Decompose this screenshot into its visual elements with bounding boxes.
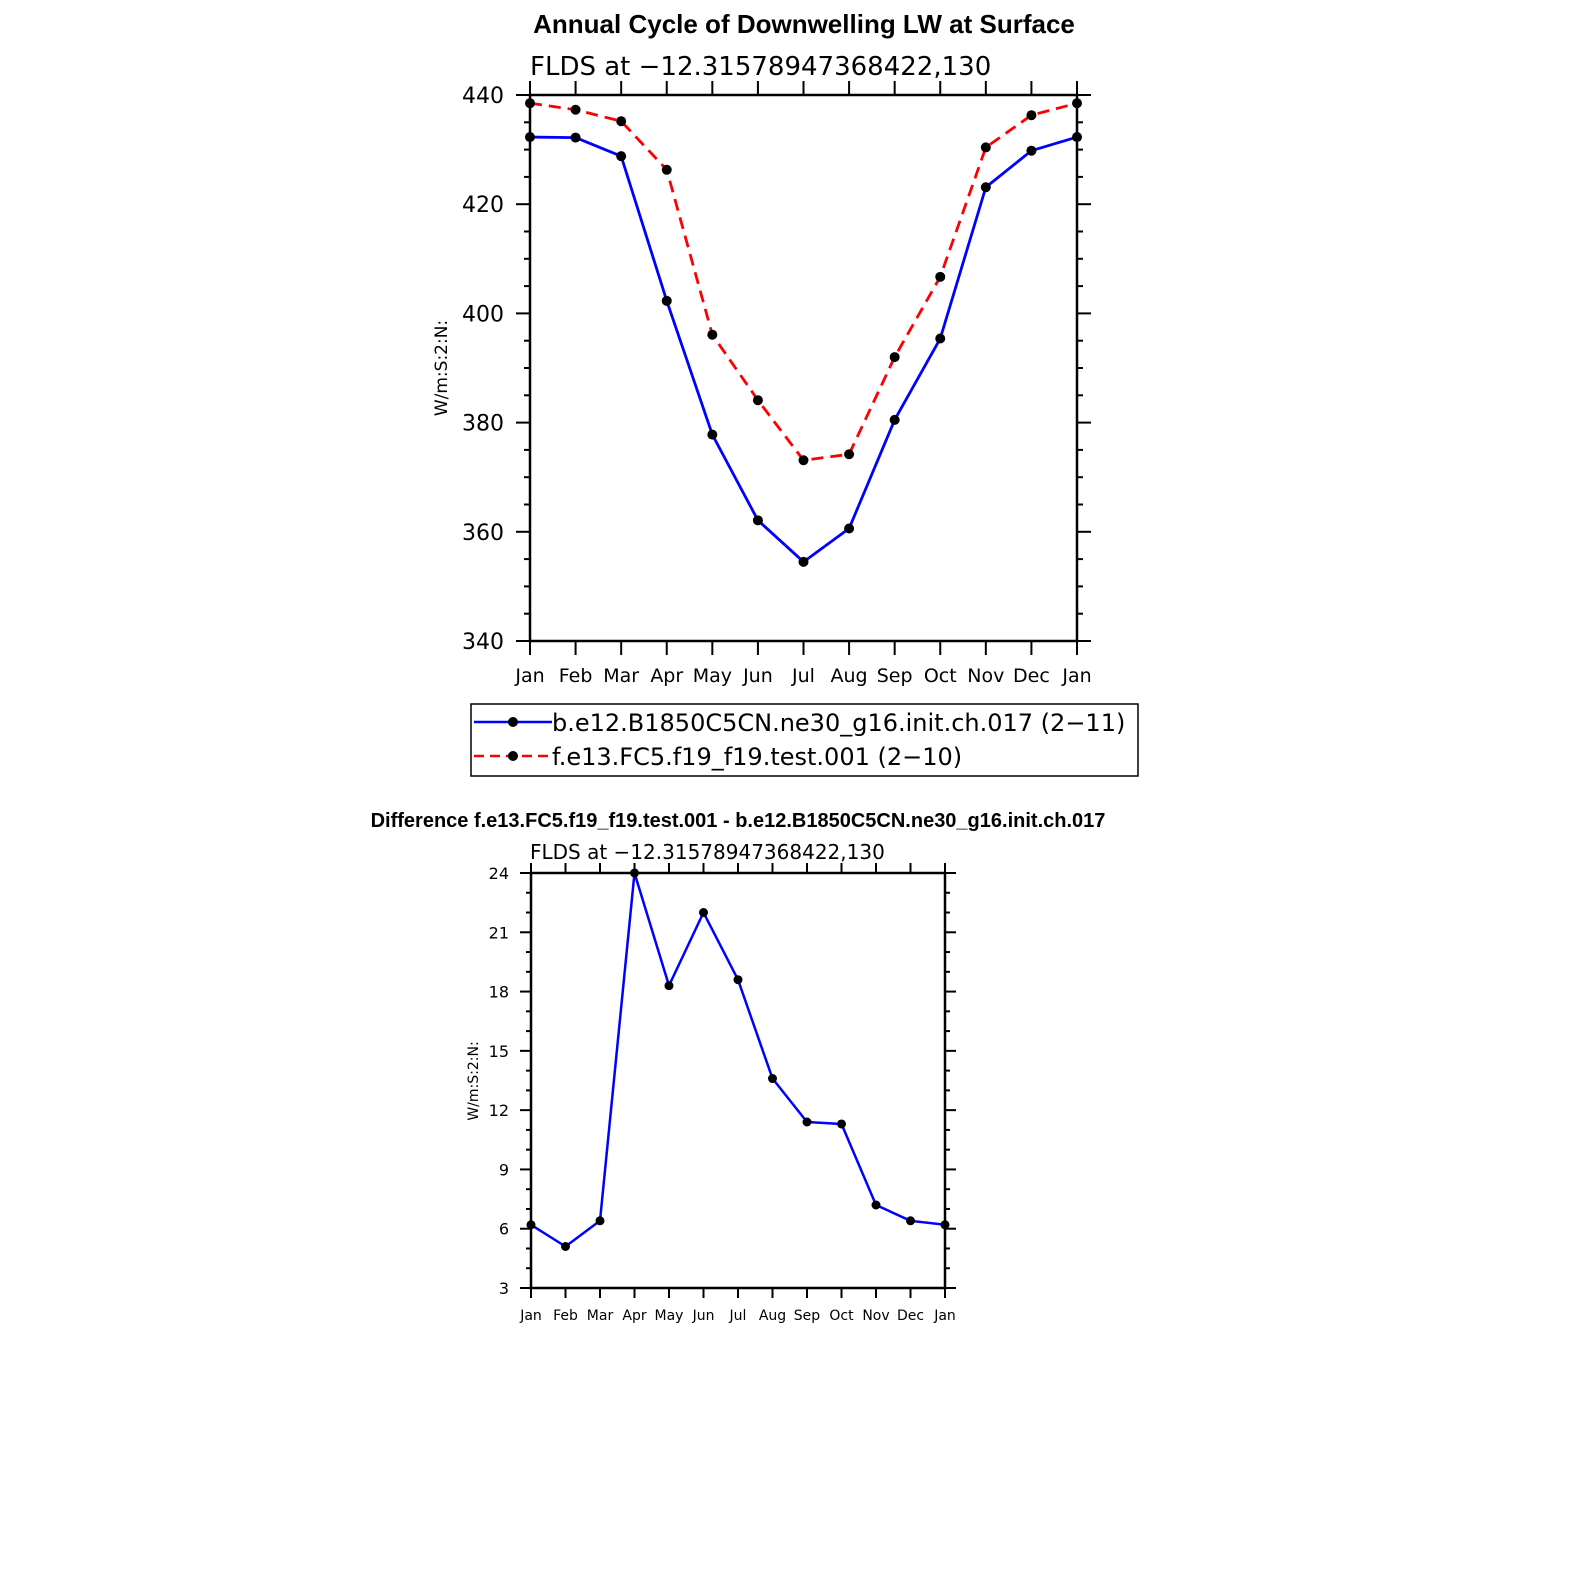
x-tick-label: Dec — [1013, 665, 1050, 687]
data-point — [699, 908, 708, 917]
x-tick-label: Feb — [553, 1308, 578, 1324]
data-point — [527, 1220, 536, 1229]
data-point — [1026, 146, 1036, 156]
data-point — [525, 132, 535, 142]
x-tick-label: Mar — [603, 665, 640, 687]
y-tick-label: 420 — [462, 193, 504, 219]
x-tick-label: Jul — [792, 665, 815, 687]
data-point — [768, 1074, 777, 1083]
x-tick-label: May — [692, 665, 732, 687]
annual-cycle-chart — [462, 81, 1092, 687]
data-point — [734, 975, 743, 984]
data-point — [571, 133, 581, 143]
y-tick-label: 400 — [462, 302, 504, 328]
data-point — [707, 430, 717, 440]
data-point — [935, 272, 945, 282]
data-point — [616, 116, 626, 126]
y-tick-label: 15 — [488, 1041, 509, 1061]
data-point — [872, 1201, 881, 1210]
data-point — [799, 557, 809, 567]
y-tick-label: 12 — [488, 1101, 509, 1121]
y-tick-label: 24 — [488, 864, 509, 883]
data-point — [707, 330, 717, 340]
data-point — [753, 395, 763, 405]
x-tick-label: Jul — [729, 1308, 747, 1324]
x-tick-label: Nov — [967, 665, 1005, 687]
legend-marker-series-2 — [508, 751, 518, 761]
x-tick-label: Apr — [622, 1308, 647, 1324]
series-line-1 — [531, 873, 945, 1247]
data-point — [981, 182, 991, 192]
data-point — [561, 1242, 570, 1251]
x-tick-label: May — [654, 1308, 684, 1324]
data-point — [525, 98, 535, 108]
data-point — [616, 151, 626, 161]
legend-marker-series-1 — [508, 717, 518, 727]
data-point — [630, 869, 639, 878]
data-point — [1026, 110, 1036, 120]
y-tick-label: 9 — [498, 1160, 509, 1180]
data-point — [1072, 132, 1082, 142]
data-point — [596, 1216, 605, 1225]
x-tick-label: Jan — [934, 1308, 956, 1324]
data-point — [837, 1119, 846, 1128]
x-tick-label: Jan — [520, 1308, 542, 1324]
data-point — [941, 1220, 950, 1229]
data-point — [665, 981, 674, 990]
data-point — [571, 105, 581, 115]
legend-label-series-2: f.e13.FC5.f19_f19.test.001 (2−10) — [552, 743, 963, 771]
difference-y-axis-label: W/m:S:2:N: — [466, 1041, 482, 1121]
data-point — [844, 449, 854, 459]
y-tick-label: 380 — [462, 411, 504, 437]
x-tick-label: Jun — [743, 665, 773, 687]
x-tick-label: Aug — [758, 1308, 787, 1324]
x-tick-label: Nov — [862, 1308, 890, 1324]
x-tick-label: Jan — [515, 665, 545, 687]
data-point — [935, 334, 945, 344]
x-tick-label: Dec — [896, 1308, 925, 1324]
chart-title: Annual Cycle of Downwelling LW at Surface — [533, 9, 1075, 39]
x-tick-label: Feb — [558, 665, 593, 687]
y-tick-label: 3 — [498, 1279, 509, 1298]
x-tick-label: Sep — [793, 1308, 821, 1324]
data-point — [981, 142, 991, 152]
data-point — [890, 352, 900, 362]
data-point — [799, 455, 809, 465]
data-point — [890, 415, 900, 425]
x-tick-label: Aug — [830, 665, 868, 687]
x-tick-label: Jan — [1062, 665, 1092, 687]
x-tick-label: Oct — [829, 1308, 854, 1324]
difference-chart-title: Difference f.e13.FC5.f19_f19.test.001 - b.e12.B1850C5CN.ne30_g16.init.ch.017 — [370, 810, 1106, 832]
y-axis-label: W/m:S:2:N: — [432, 319, 452, 417]
data-point — [906, 1216, 915, 1225]
difference-chart-subtitle: FLDS at −12.31578947368422,130 — [530, 840, 885, 864]
legend-label-series-1: b.e12.B1850C5CN.ne30_g16.init.ch.017 (2−11) — [552, 709, 1126, 737]
y-tick-label: 6 — [498, 1219, 509, 1239]
legend — [471, 704, 1138, 776]
data-point — [662, 296, 672, 306]
data-point — [662, 165, 672, 175]
x-tick-label: Jun — [692, 1308, 715, 1324]
y-tick-label: 21 — [488, 923, 509, 943]
data-point — [753, 515, 763, 525]
difference-chart — [489, 863, 956, 1324]
x-tick-label: Sep — [876, 665, 913, 687]
series-line-2 — [530, 103, 1077, 460]
y-tick-label: 340 — [462, 630, 504, 655]
chart-subtitle: FLDS at −12.31578947368422,130 — [530, 52, 992, 82]
data-point — [803, 1118, 812, 1127]
y-tick-label: 360 — [462, 520, 504, 546]
x-tick-label: Oct — [923, 665, 957, 687]
y-tick-label: 18 — [488, 982, 509, 1002]
x-tick-label: Apr — [650, 665, 684, 687]
data-point — [844, 524, 854, 534]
data-point — [1072, 98, 1082, 108]
x-tick-label: Mar — [586, 1308, 614, 1324]
series-line-1 — [530, 137, 1077, 562]
y-tick-label: 440 — [462, 84, 504, 109]
